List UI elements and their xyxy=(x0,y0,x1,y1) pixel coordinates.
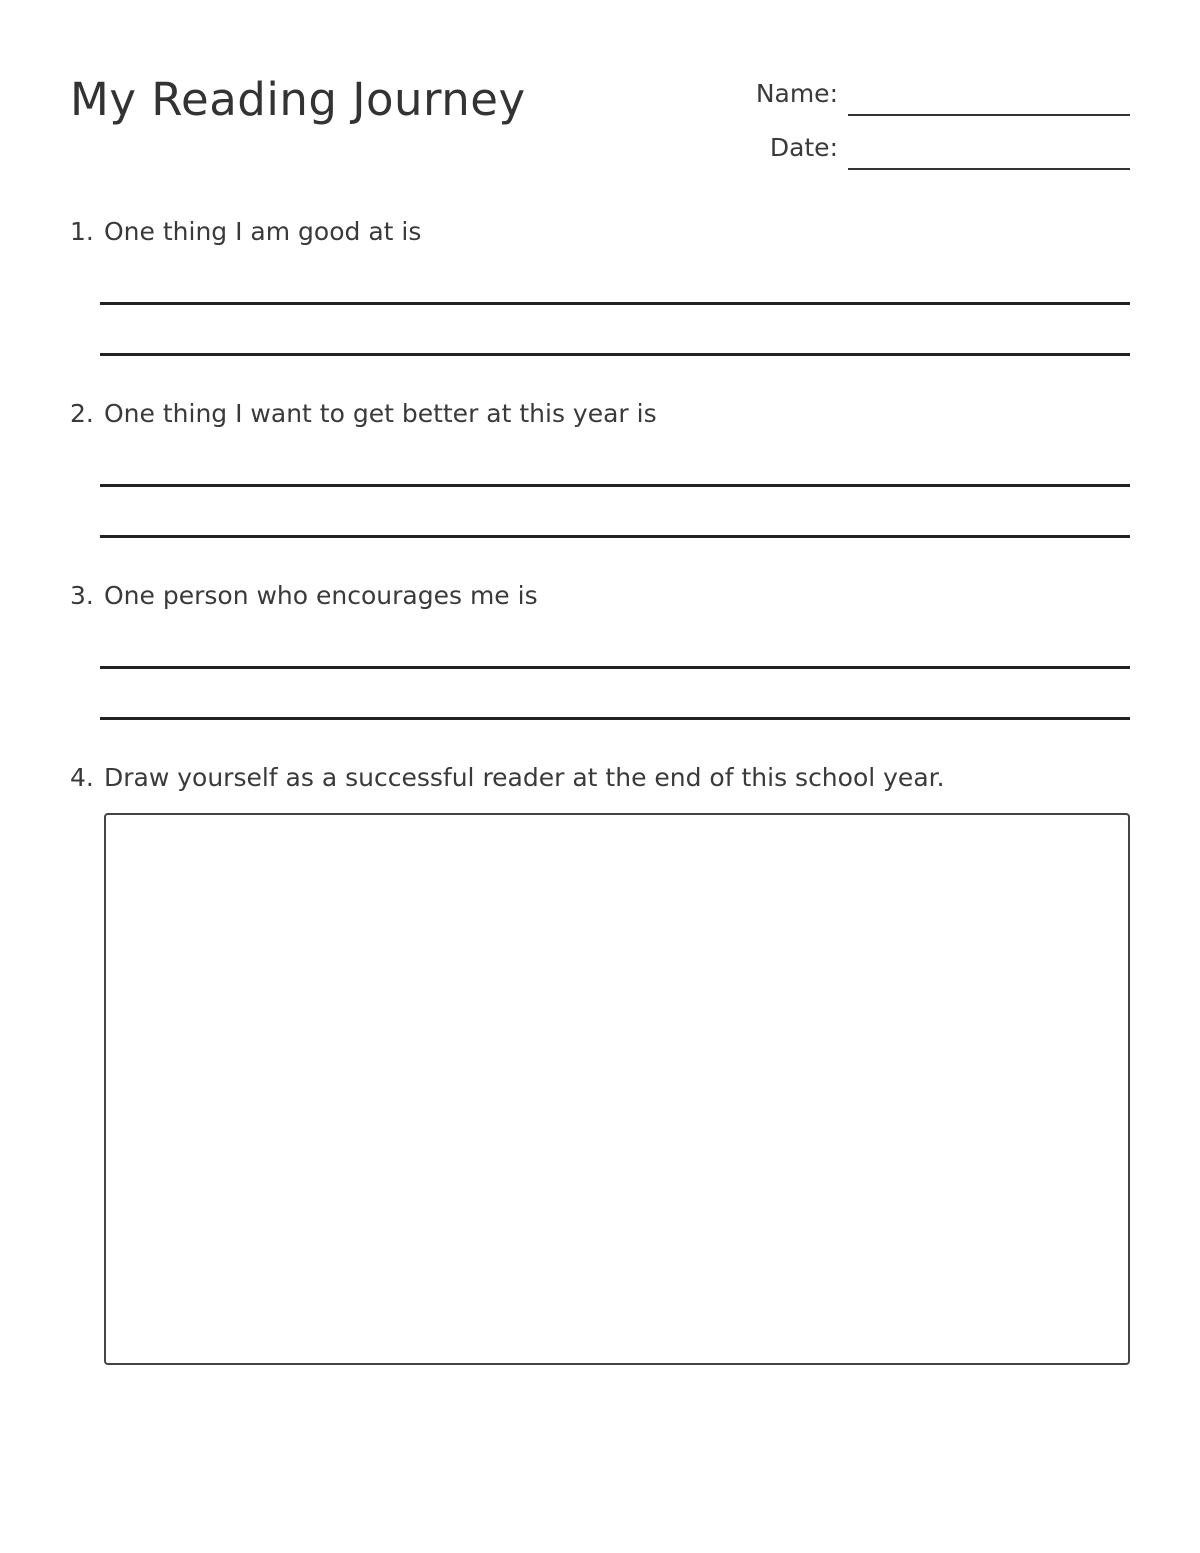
question-text: One thing I want to get better at this year is xyxy=(104,399,657,428)
question-2 xyxy=(70,396,1130,432)
question-text: One person who encourages me is xyxy=(104,581,538,610)
name-field xyxy=(700,76,1130,116)
question-number: 3. xyxy=(70,581,94,610)
date-write-line[interactable] xyxy=(848,168,1130,170)
question-number: 2. xyxy=(70,399,94,428)
drawing-box[interactable] xyxy=(104,813,1130,1365)
worksheet-title: My Reading Journey xyxy=(70,73,526,126)
question-3 xyxy=(70,578,1130,614)
answer-line-1a[interactable] xyxy=(100,302,1130,305)
question-number: 1. xyxy=(70,217,94,246)
answer-line-2b[interactable] xyxy=(100,535,1130,538)
answer-line-3a[interactable] xyxy=(100,666,1130,669)
name-label: Name: xyxy=(755,79,838,108)
question-text: Draw yourself as a successful reader at the end of this school year. xyxy=(104,763,945,792)
name-write-line[interactable] xyxy=(848,114,1130,116)
question-4 xyxy=(70,760,1130,796)
answer-line-2a[interactable] xyxy=(100,484,1130,487)
question-1 xyxy=(70,214,1130,250)
question-number: 4. xyxy=(70,763,94,792)
answer-line-1b[interactable] xyxy=(100,353,1130,356)
date-field xyxy=(700,130,1130,170)
question-text: One thing I am good at is xyxy=(104,217,422,246)
date-label: Date: xyxy=(769,133,838,162)
answer-line-3b[interactable] xyxy=(100,717,1130,720)
